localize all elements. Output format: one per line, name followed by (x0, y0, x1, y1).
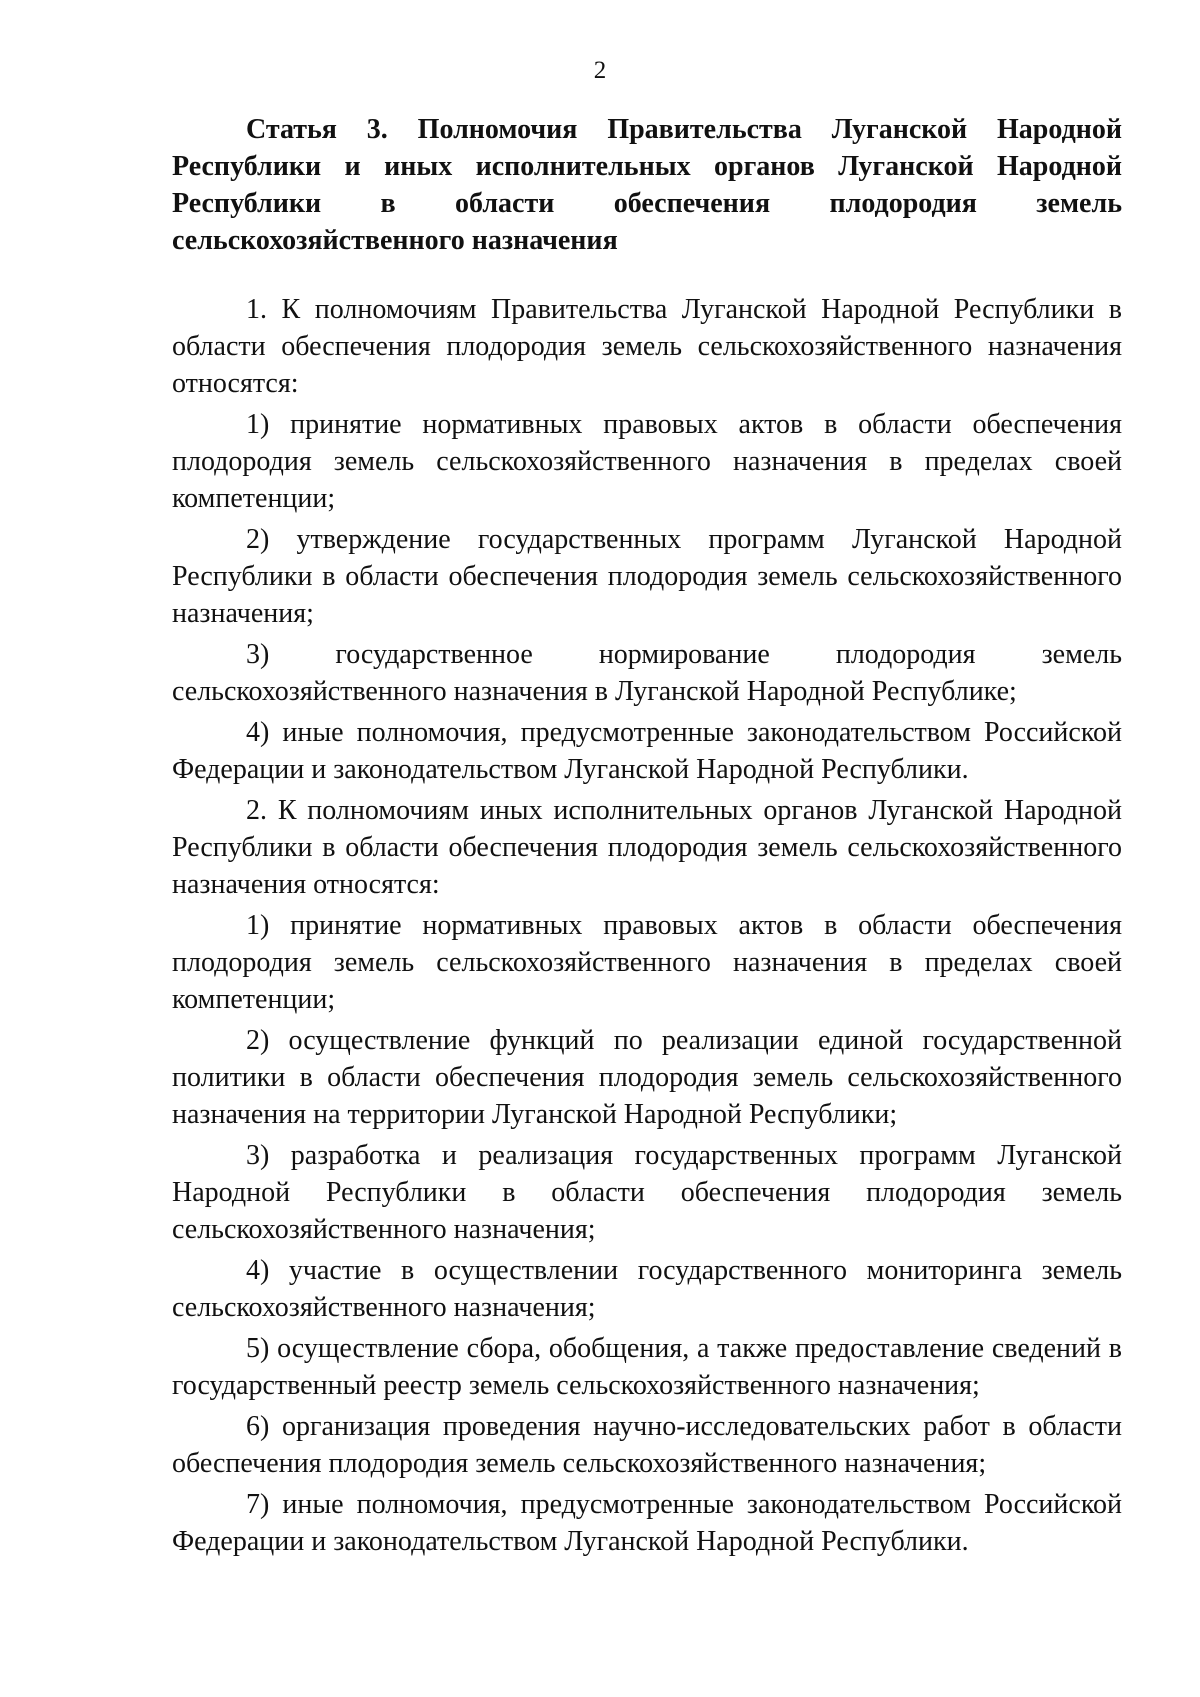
article-body (172, 291, 1122, 1560)
clause-2-item-7: 7) иные полномочия, предусмотренные законодательством Российской Федерации и законодательством Луганской Народной Республики. (172, 1489, 1122, 1557)
article-content (172, 111, 1122, 1564)
clause-2-intro: 2. К полномочиям иных исполнительных органов Луганской Народной Республики в области обеспечения плодородия земель сельскохозяйственного назначения относятся: (172, 795, 1122, 900)
article-heading: Статья 3. Полномочия Правительства Луганской Народной Республики и иных исполнительных органов Луганской Народной Республики в области обеспечения плодородия земель сельскохозяйственного назначения (172, 114, 1122, 256)
clause-2-item-2: 2) осуществление функций по реализации единой государственной политики в области обеспечения плодородия земель сельскохозяйственного назначения на территории Луганской Народной Республики; (172, 1025, 1122, 1130)
clause-2-item-6: 6) организация проведения научно-исследовательских работ в области обеспечения плодородия земель сельскохозяйственного назначения; (172, 1411, 1122, 1479)
clause-2-item-5: 5) осуществление сбора, обобщения, а также предоставление сведений в государственный реестр земель сельскохозяйственного назначения; (172, 1333, 1122, 1401)
clause-2-item-3: 3) разработка и реализация государственных программ Луганской Народной Республики в области обеспечения плодородия земель сельскохозяйственного назначения; (172, 1140, 1122, 1245)
clause-1-item-2: 2) утверждение государственных программ Луганской Народной Республики в области обеспечения плодородия земель сельскохозяйственного назначения; (172, 524, 1122, 629)
page-number: 2 (593, 57, 607, 84)
clause-2-item-1: 1) принятие нормативных правовых актов в области обеспечения плодородия земель сельскохозяйственного назначения в пределах своей компетенции; (172, 910, 1122, 1015)
clause-1-intro: 1. К полномочиям Правительства Луганской Народной Республики в области обеспечения плодородия земель сельскохозяйственного назначения относятся: (172, 294, 1122, 399)
clause-1-item-4: 4) иные полномочия, предусмотренные законодательством Российской Федерации и законодательством Луганской Народной Республики. (172, 717, 1122, 785)
clause-1-item-3: 3) государственное нормирование плодородия земель сельскохозяйственного назначения в Луганской Народной Республике; (172, 639, 1122, 707)
clause-1-item-1: 1) принятие нормативных правовых актов в области обеспечения плодородия земель сельскохозяйственного назначения в пределах своей компетенции; (172, 409, 1122, 514)
clause-2-item-4: 4) участие в осуществлении государственного мониторинга земель сельскохозяйственного назначения; (172, 1255, 1122, 1323)
